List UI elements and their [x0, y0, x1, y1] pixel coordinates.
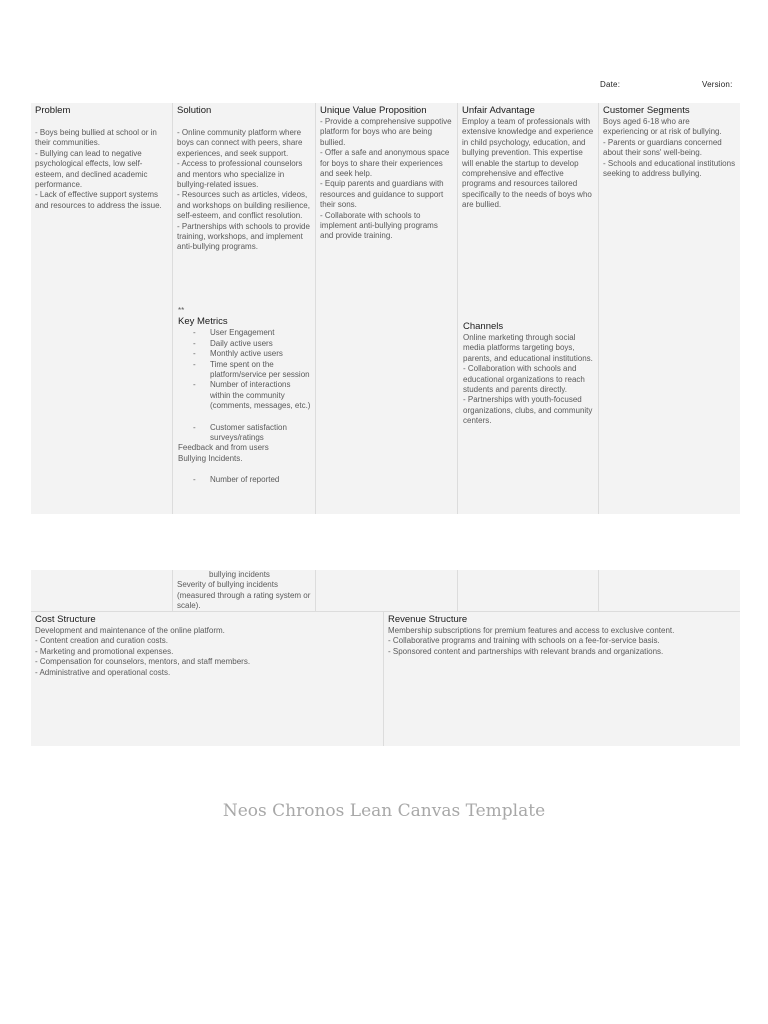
metric-item: - User Engagement [178, 328, 311, 338]
customer-segments-cell-cont [599, 570, 740, 611]
solution-title: Solution [177, 105, 212, 116]
uvp-cell-cont [316, 570, 458, 611]
unfair-advantage-cell-cont [458, 570, 599, 611]
revenue-structure-cell [384, 612, 740, 746]
channels-body: Online marketing through social media platforms targeting boys, parents, and educational institutions. - Collaboration with schools and educational organizations to reach students and parents directly. - Partnerships with youth-focused organizations, clubs, and community centers. [463, 333, 593, 426]
version-label: Version: [702, 80, 733, 89]
uvp-cell [316, 103, 458, 514]
lean-canvas-continuation [31, 570, 740, 611]
uvp-title: Unique Value Proposition [320, 105, 427, 116]
metric-item-satisfaction: - Customer satisfaction surveys/ratings [178, 423, 311, 444]
unfair-advantage-title: Unfair Advantage [462, 105, 535, 116]
metric-item-reported: - Number of reported [178, 475, 311, 485]
problem-cell-cont [31, 570, 173, 611]
metric-item: - Time spent on the platform/service per session [178, 360, 311, 381]
problem-cell [31, 103, 173, 514]
customer-segments-cell [599, 103, 740, 514]
revenue-structure-title: Revenue Structure [388, 614, 468, 625]
reported-continuation: bullying incidents [209, 570, 270, 579]
lean-canvas-top [31, 103, 740, 514]
solution-cell [173, 103, 316, 514]
severity-line: Severity of bullying incidents (measured through a rating system or scale). [177, 580, 311, 611]
cost-structure-title: Cost Structure [35, 614, 96, 625]
metric-item: - Daily active users [178, 339, 311, 349]
metric-item: - Number of interactions within the community (comments, messages, etc.) [178, 380, 311, 411]
unfair-advantage-body: Employ a team of professionals with extensive knowledge and experience in child psychology, education, and bullying prevention. This expertise will enable the startup to develop comprehensive and effective programs and resources tailored specifically to the needs of boys who are bullied. [462, 117, 594, 210]
customer-segments-body: Boys aged 6-18 who are experiencing or at risk of bullying. - Parents or guardians concerned about their sons' well-being. - Schools and educational institutions seeking to address bullying. [603, 117, 736, 179]
solution-cell-cont [173, 570, 316, 611]
key-metrics-title: Key Metrics [178, 316, 228, 328]
customer-segments-title: Customer Segments [603, 105, 690, 116]
solution-body: - Online community platform where boys can connect with peers, share experiences, and seek support. - Access to professional counselors and mentors who specialize in bullying-related issues. - Resources such as articles, videos, and workshops on building resilience, self-esteem, and conflict resolution. - Partnerships with schools to provide training, workshops, and implement anti-bullying programs. [177, 128, 310, 252]
unfair-advantage-cell [458, 103, 599, 514]
uvp-body: - Provide a comprehensive suppotive platform for boys who are being bullied. - Offer a safe and anonymous space for boys to share their experiences and seek help. - Equip parents and guardians with resources and guidance to support their sons. - Collaborate with schools to implement anti-bullying programs and provide training. [320, 117, 452, 241]
channels-title: Channels [463, 321, 504, 332]
date-label: Date: [600, 80, 621, 89]
cost-structure-body: Development and maintenance of the online platform. - Content creation and curation costs. - Marketing and promotional expenses. - Compensation for counselors, mentors, and staff members. - Administrative and operational costs. [35, 626, 251, 677]
revenue-structure-body: Membership subscriptions for premium features and access to exclusive content. - Collaborative programs and training with schools on a fee-for-service basis. - Sponsored content and partnerships with relevant brands and organizations. [388, 626, 675, 656]
lean-canvas-bottom [31, 611, 740, 746]
template-title: Neos Chronos Lean Canvas Template [222, 801, 546, 821]
incidents-line: Bullying Incidents. [178, 453, 243, 463]
key-metrics-list [178, 328, 311, 443]
cost-structure-cell [31, 612, 384, 746]
feedback-line: Feedback and from users [178, 443, 269, 453]
metric-item: - Monthly active users [178, 349, 311, 359]
problem-title: Problem [35, 105, 71, 116]
problem-body: - Boys being bullied at school or in their communities. - Bullying can lead to negative psychological effects, low self-esteem, and declined academic performance. - Lack of effective support systems and resources to address the issue. [35, 128, 162, 210]
solution-marker: ** [178, 306, 185, 315]
